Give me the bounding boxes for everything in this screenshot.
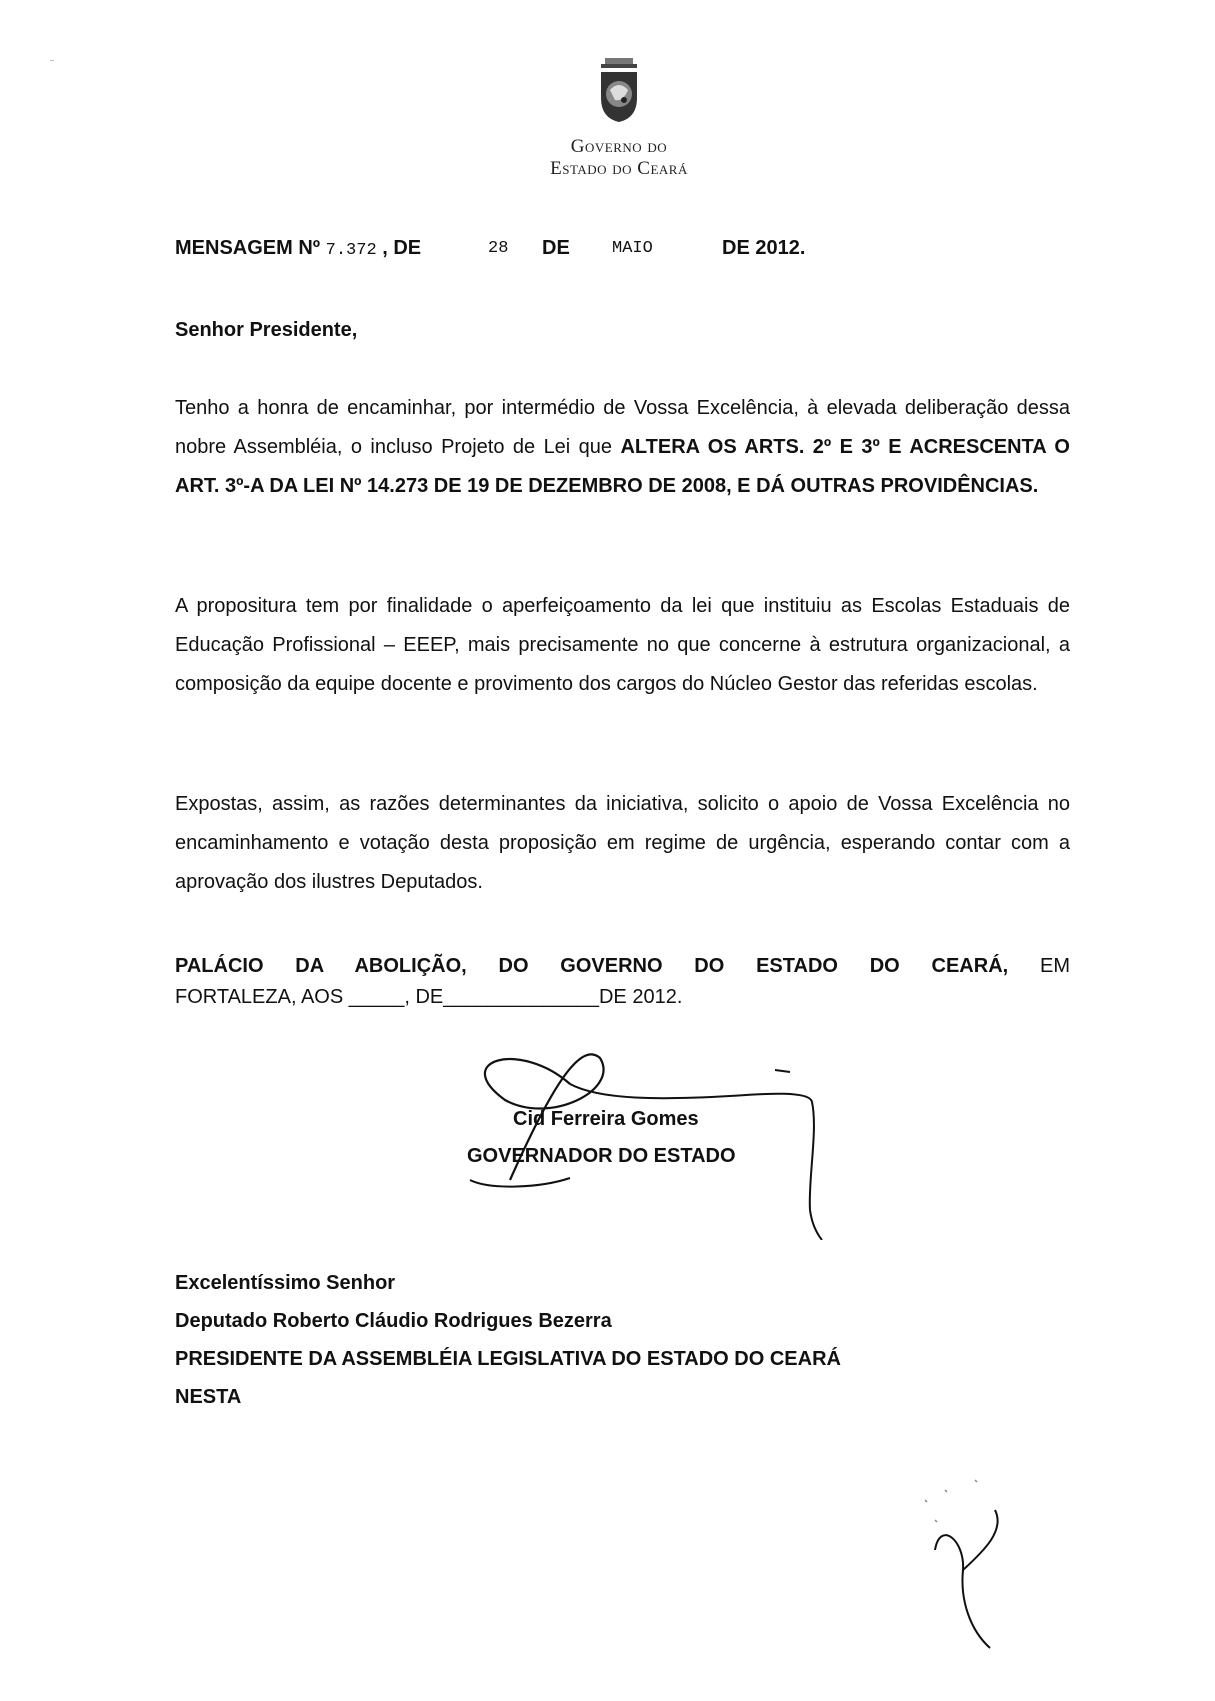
scan-speck (50, 60, 54, 61)
paragraph-1-bold: ALTERA OS ARTS. 2º E 3º E ACRESCENTA O ART. 3º-A DA LEI Nº 14.273 DE 19 DE DEZEMBRO DE 2008, E DÁ OUTRAS PROVIDÊNCIAS. (175, 436, 1070, 497)
addressee-line-4: NESTA (175, 1386, 242, 1408)
message-prefix: MENSAGEM Nº (175, 237, 321, 259)
issuer-line-2: Estado do Ceará (550, 158, 688, 179)
issuer-line-1: Governo do (570, 136, 668, 157)
message-month: MAIO (612, 239, 653, 258)
message-year: DE 2012. (722, 237, 806, 259)
paragraph-1-text: Tenho a honra de encaminhar, por intermédio de Vossa Excelência, à elevada deliberação dessa nobre Assembléia, o incluso Projeto de Lei que (175, 397, 1070, 458)
message-day: 28 (488, 239, 509, 258)
state-crest-icon (597, 58, 641, 124)
message-comma-de: , DE (382, 237, 422, 259)
message-number-line (175, 237, 421, 260)
addressee-line-1: Excelentíssimo Senhor (175, 1272, 396, 1294)
paragraph-3: Expostas, assim, as razões determinantes da iniciativa, solicito o apoio de Vossa Excelência no encaminhamento e votação desta proposição em regime de urgência, esperando contar com a aprovação dos ilustres Deputados. (175, 793, 1070, 893)
paragraph-1 (175, 389, 1070, 506)
handwritten-signature (430, 1030, 850, 1240)
issuer-heading (480, 136, 758, 180)
city-date-line: FORTALEZA, AOS _____, DE______________DE 2012. (175, 986, 683, 1008)
addressee-line-2: Deputado Roberto Cláudio Rodrigues Bezerra (175, 1310, 612, 1332)
message-number: 7.372 (325, 241, 377, 260)
signatory-role: GOVERNADOR DO ESTADO (467, 1145, 736, 1167)
paragraph-2: A propositura tem por finalidade o aperfeiçoamento da lei que instituiu as Escolas Estaduais de Educação Profissional – EEEP, mais precisamente no que concerne à estrutura organizacional, a composição da equipe docente e provimento dos cargos do Núcleo Gestor das referidas escolas. (175, 595, 1070, 695)
closing-bold: PALÁCIO DA ABOLIÇÃO, DO GOVERNO DO ESTADO DO CEARÁ, (175, 955, 1009, 977)
signatory-name: Cid Ferreira Gomes (513, 1108, 699, 1130)
closing-em: EM (1040, 955, 1070, 977)
salutation: Senhor Presidente, (175, 319, 358, 341)
addressee-line-3: PRESIDENTE DA ASSEMBLÉIA LEGISLATIVA DO ESTADO DO CEARÁ (175, 1348, 841, 1370)
handwritten-rubric (905, 1460, 1025, 1650)
message-de: DE (542, 237, 570, 259)
closing-line (175, 947, 1070, 986)
